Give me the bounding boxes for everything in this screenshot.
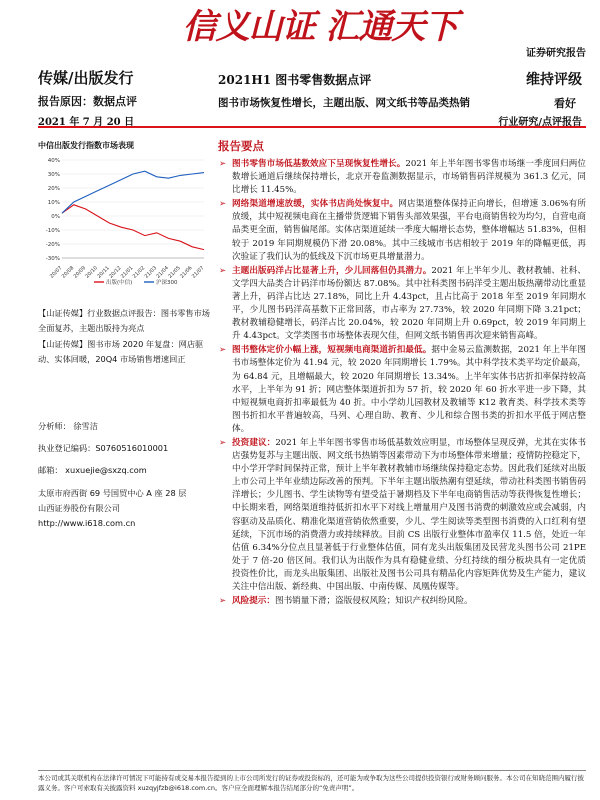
related-reports — [38, 306, 210, 368]
key-point-highlight: 主题出版码洋占比显著上升，少儿回落但仍具潜力。 — [232, 265, 432, 276]
x-tick-label: 20/10 — [84, 265, 99, 280]
y-tick-label: -30% — [45, 256, 60, 262]
report-reason: 报告原因：数据点评 — [38, 95, 137, 108]
key-point — [218, 158, 586, 197]
key-point-highlight: 图书零售市场低基数效应下呈现恢复性增长。 — [232, 159, 406, 169]
research-report-tag: 证券研究报告 — [526, 48, 586, 59]
key-point-highlight: 风险提示： — [232, 596, 275, 607]
key-point — [218, 198, 586, 263]
key-point — [218, 344, 586, 436]
x-tick-label: 20/09 — [72, 265, 88, 280]
x-tick-label: 21/01 — [119, 265, 135, 280]
x-tick-label: 20/12 — [108, 265, 123, 280]
analyst-name: 分析师： 徐雪洁 — [38, 421, 98, 431]
report-title: 2021H1 图书零售数据点评 — [218, 73, 372, 87]
related-report-item[interactable]: 【山证传媒】图书市场 2020 年复盘：网店驱动、实体回暖，20Q4 市场销售增速回正 — [38, 339, 204, 364]
related-report-item[interactable]: 【山证传媒】行业数据点评报告：图书零售市场全面复苏，主题出版持为亮点 — [38, 308, 210, 333]
footer-divider — [38, 770, 586, 771]
disclaimer: 本公司或其关联机构在法律许可情况下可能持有或交易本报告提到的上市公司所发行的证券或投资标的，还可能为或争取为这些公司提供投资银行或财务顾问服务。本公司在知晓范围内履行披露义务。客户可索取有关披露资料 xuzqyjfzb@i618.com.cn。客户应全面理解本报告结尾部分的“免责声明”。 — [38, 774, 584, 792]
x-tick-label: 21/06 — [179, 265, 194, 280]
key-point — [218, 437, 586, 594]
company-name: 山西证券股份有限公司 — [38, 503, 120, 513]
outlook-label: 看好 — [554, 97, 576, 110]
key-point-text: 2021 年上半年图书零售市场低基数效应明显，市场整体呈现反弹，尤其在实体书店强势复苏与主题出版、网文纸书热销等因素带动下为市场整体带来增量；疫情防控稳定下，中小学开学时间保持正常，预计上半年教材教辅市场继续保持稳定态势。因此我们延续对出版上市公司上半年业绩边际改善的预判。下半年主题出版热潮有望延续，带动社科类图书销售码洋增长；少儿图书、学生读物等有望受益于暑期档及下半年电商销售活动等获得恢复性增长；中长期来看，网络渠道维持低折扣水平下对线上增量用户及图书消费的刺激效应或会减弱，内容驱动及品质化、精准化渠道营销依然重要，少儿、学生阅读等类型图书消费的入口红利有望延续，下沉市场的消费潜力或持续释放。目前 CS 出版行业整体市盈率仅 11.5 倍，处近一年估值 6.34%分位点且显著低于行业整体估值，同有龙头出版集团及民营龙头图书公司 21PE 处于 7 倍-20 倍区间。我们认为出版作为具有稳健业绩、分红持续的细分板块具有一定优质投资性价比，而龙头出版集团、出版社及图书公司具有精品化内容矩阵优势及生产能力，建议关注中信出版、新经典、中国出版、中南传媒、凤凰传媒等。 — [232, 437, 586, 592]
key-point-highlight: 投资建议： — [232, 437, 276, 448]
x-tick-label: 21/02 — [131, 265, 147, 280]
analyst-info — [38, 420, 210, 486]
rating-label: 维持评级 — [526, 72, 582, 88]
address-line: 太原市府西街 69 号国贸中心 A 座 28 层 — [38, 488, 187, 498]
key-point-text: 2021 年上半年少儿、教材教辅、社科、文学四大品类合计码洋市场份额达 87.08%。其中社科类图书码洋受主题出版热潮带动比重显著上升，码洋占比达 27.18%，同比上升 4.43pct，且占比高于 2018 年至 2019 年同期水平，少儿图书码洋高基数下正常回落，市占率为 27.73%，较 2020 年同期下降 3.21pct；教材教辅稳健增长，码洋占比 20.04%，较 2020 年同期上升 0.69pct，较 2019 年同期上升 4.43pct。文学类图书市场整体表现欠佳，但网文纸书销售再次迎来销售高峰。 — [232, 265, 586, 342]
y-tick-label: 30% — [47, 172, 60, 178]
report-subtitle: 图书市场恢复性增长，主题出版、网文纸书等品类热销 — [218, 97, 470, 109]
bullet-arrow-icon: ➢ — [219, 199, 227, 210]
series-line — [62, 205, 204, 250]
section-title: 报告要点 — [218, 139, 264, 153]
x-tick-label: 21/03 — [143, 265, 159, 280]
analyst-cert: 执业登记编码：S0760516010001 — [38, 443, 169, 453]
date-bar — [38, 112, 586, 128]
key-point-highlight: 网络渠道增速放缓，实体书店尚处恢复中。 — [232, 199, 399, 210]
analyst-email[interactable]: 邮箱： xuxuejie@sxzq.com — [38, 465, 147, 475]
bullet-arrow-icon: ➢ — [219, 596, 227, 607]
market-performance-chart — [38, 140, 210, 296]
y-tick-label: 20% — [47, 186, 60, 192]
bullet-arrow-icon: ➢ — [219, 345, 227, 356]
chart-title: 中信出版发行指数市场表现 — [38, 141, 134, 150]
chart-svg — [38, 154, 210, 294]
x-tick-label: 21/05 — [167, 265, 182, 280]
x-tick-label: 21/04 — [155, 265, 170, 280]
key-point-text: 网店渠道整体保持正向增长，但增速 3.06%有所放缓，其中短视频电商在主播带货逻辑下销售头部效果强，平台电商销售较为均匀，自营电商品类更全面，销售偏尾部。实体店渠道延续一季度大幅增长态势，整体增幅达 51.83%，但相较于 2019 年同期规模仍下滑 20.08%。其中三线城市书店相较于 2019 年的降幅更低，再次验证了我们认为的低线及下沉市场更具增量潜力。 — [232, 199, 586, 262]
y-tick-label: 40% — [47, 158, 60, 164]
y-tick-label: 10% — [47, 200, 60, 206]
brand-slogan-logo — [160, 0, 480, 58]
y-tick-label: -10% — [45, 228, 60, 234]
company-address — [38, 486, 210, 531]
bullet-arrow-icon: ➢ — [219, 159, 227, 169]
y-tick-label: 0% — [51, 214, 60, 220]
x-tick-label: 21/07 — [190, 265, 206, 280]
y-tick-label: -20% — [45, 242, 60, 248]
bullet-arrow-icon: ➢ — [219, 437, 227, 448]
bullet-arrow-icon: ➢ — [219, 265, 227, 276]
report-type: 行业研究/点评报告 — [498, 117, 582, 128]
report-body — [218, 138, 586, 609]
sector-label: 传媒/出版发行 — [38, 69, 134, 87]
brand-slogan: 信义山证 汇通天下 — [182, 7, 458, 47]
report-date: 2021 年 7 月 20 日 — [38, 117, 135, 128]
company-website[interactable]: http://www.i618.com.cn — [38, 518, 136, 528]
legend-label: 出版(中信) — [106, 280, 133, 286]
key-point-text: 图书销量下滑；盗版侵权风险；知识产权纠纷风险。 — [274, 596, 473, 607]
series-line — [62, 171, 204, 213]
legend-label: 沪深300 — [156, 280, 178, 286]
key-point-text: 据中金易云监测数据，2021 年上半年图书市场整体定价为 41.94 元，较 2020 年同期增长 1.79%。其中科学技术类平均定价最高，为 64.84 元，且增幅最大，较 2020 年同期增长 13.34%。上半年实体书店折扣率保持较高水平，上半年为 91 折；网店整体渠道折扣为 57 折，较 2020 年 60 折水平进一步下降，其中短视频电商折扣率最低为 40 折。中小学幼儿园教材及教辅等 K12 教育类、科学技术类等图书折扣水平普遍较高，马列、心理自助、教育、少儿和综合图书类的折扣水平低于网店整体。 — [232, 345, 586, 434]
key-point-highlight: 图书整体定价小幅上涨，短视频电商渠道折扣最低。 — [232, 345, 432, 356]
x-tick-label: 20/07 — [48, 265, 64, 280]
x-tick-label: 20/11 — [96, 265, 111, 280]
key-point — [218, 595, 586, 608]
key-point — [218, 265, 586, 344]
x-tick-label: 20/08 — [60, 265, 76, 280]
key-point-text: 2021 年上半年图书零售市场继一季度回归两位数增长通道后继续保持增长，北京开卷监测数据显示，市场销售码洋规模为 361.3 亿元，同比增长 11.45%。 — [232, 159, 586, 196]
